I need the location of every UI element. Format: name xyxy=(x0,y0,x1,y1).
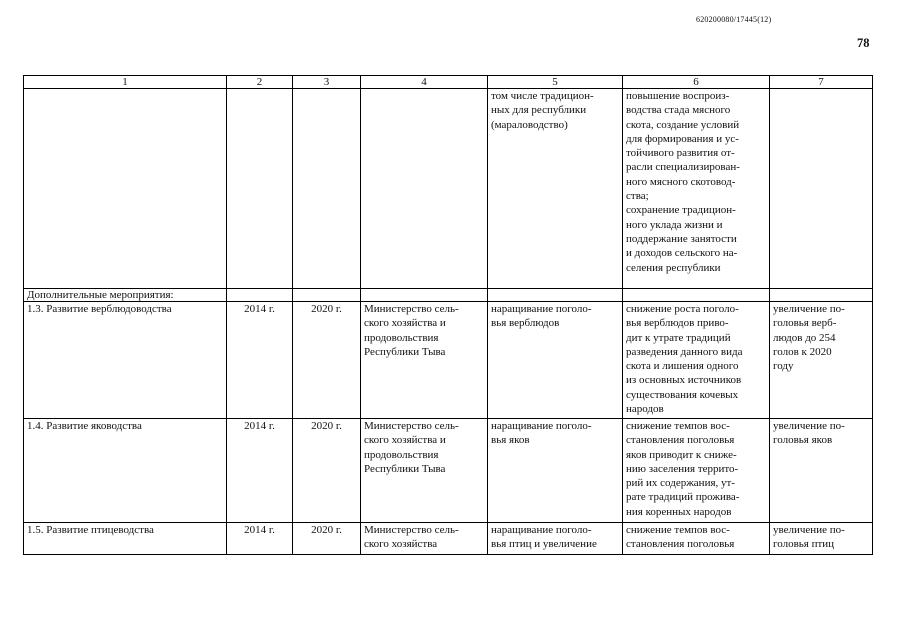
objective-text: том числе традицион- ных для республики (мараловодство) xyxy=(491,90,594,131)
consequences-text: снижение темпов вос- становления поголовья яков приводит к сниже- нию заселения террито- рий их содержания, ут- рате традиций прожива- ния коренных народов xyxy=(626,420,740,518)
column-number: 3 xyxy=(293,76,361,89)
empty-cell xyxy=(623,289,770,302)
consequences-text: снижение роста поголо- вья верблюдов приво- дит к утрате традиций разведения данного вида скота и лишения одного из основных источников существования кочевых народов xyxy=(626,303,743,416)
empty-cell xyxy=(488,289,623,302)
result-cell xyxy=(770,523,873,555)
column-number-row xyxy=(24,76,873,89)
table-row-continued xyxy=(24,89,873,289)
page-number: 78 xyxy=(857,36,870,50)
measure-name-cell: 1.3. Развитие верблюдоводства xyxy=(24,302,227,419)
executor-cell xyxy=(361,302,488,419)
executor-text: Министерство сель- ского хозяйства xyxy=(364,524,459,551)
start-year-cell: 2014 г. xyxy=(227,419,293,523)
start-year-cell xyxy=(227,89,293,289)
column-number: 7 xyxy=(770,76,873,89)
section-header-row xyxy=(24,289,873,302)
result-text: увеличение по- головья верб- людов до 254 голов к 2020 году xyxy=(773,303,845,373)
empty-cell xyxy=(770,289,873,302)
objective-cell xyxy=(488,89,623,289)
end-year-cell: 2020 г. xyxy=(293,302,361,419)
executor-text: Министерство сель- ского хозяйства и продовольствия Республики Тыва xyxy=(364,303,459,358)
objective-text: наращивание поголо- вья верблюдов xyxy=(491,303,592,330)
empty-cell xyxy=(293,289,361,302)
consequences-text: снижение темпов вос- становления поголовья xyxy=(626,524,735,551)
result-text: увеличение по- головья птиц xyxy=(773,524,845,551)
consequences-cell xyxy=(623,419,770,523)
result-cell xyxy=(770,419,873,523)
column-number: 4 xyxy=(361,76,488,89)
objective-cell xyxy=(488,523,623,555)
objective-text: наращивание поголо- вья птиц и увеличение xyxy=(491,524,597,551)
result-cell xyxy=(770,89,873,289)
executor-cell xyxy=(361,523,488,555)
column-number: 2 xyxy=(227,76,293,89)
objective-text: наращивание поголо- вья яков xyxy=(491,420,592,447)
consequences-cell xyxy=(623,302,770,419)
executor-cell xyxy=(361,89,488,289)
executor-text: Министерство сель- ского хозяйства и продовольствия Республики Тыва xyxy=(364,420,459,475)
program-measures-table xyxy=(23,75,873,555)
end-year-cell: 2020 г. xyxy=(293,419,361,523)
section-title: Дополнительные мероприятия: xyxy=(24,289,227,302)
executor-cell xyxy=(361,419,488,523)
end-year-cell: 2020 г. xyxy=(293,523,361,555)
objective-cell xyxy=(488,302,623,419)
end-year-cell xyxy=(293,89,361,289)
start-year-cell: 2014 г. xyxy=(227,302,293,419)
result-cell xyxy=(770,302,873,419)
column-number: 1 xyxy=(24,76,227,89)
document-id: 620200080/17445(12) xyxy=(696,15,772,24)
objective-cell xyxy=(488,419,623,523)
column-number: 6 xyxy=(623,76,770,89)
table-row xyxy=(24,523,873,555)
measure-name-cell: 1.4. Развитие яководства xyxy=(24,419,227,523)
consequences-cell xyxy=(623,89,770,289)
measure-name-cell xyxy=(24,89,227,289)
table-row xyxy=(24,302,873,419)
empty-cell xyxy=(227,289,293,302)
start-year-cell: 2014 г. xyxy=(227,523,293,555)
table-row xyxy=(24,419,873,523)
consequences-cell xyxy=(623,523,770,555)
result-text: увеличение по- головья яков xyxy=(773,420,845,447)
column-number: 5 xyxy=(488,76,623,89)
measure-name-cell: 1.5. Развитие птицеводства xyxy=(24,523,227,555)
empty-cell xyxy=(361,289,488,302)
consequences-text: повышение воспроиз- водства стада мясного скота, создание условий для формирования и ус- тойчивого развития от- расли специализирован- ного мясного скотовод- ства; сохранение традицион- ного уклада жизни и поддержание занятости и доходов сельского на- селения республики xyxy=(626,90,740,274)
